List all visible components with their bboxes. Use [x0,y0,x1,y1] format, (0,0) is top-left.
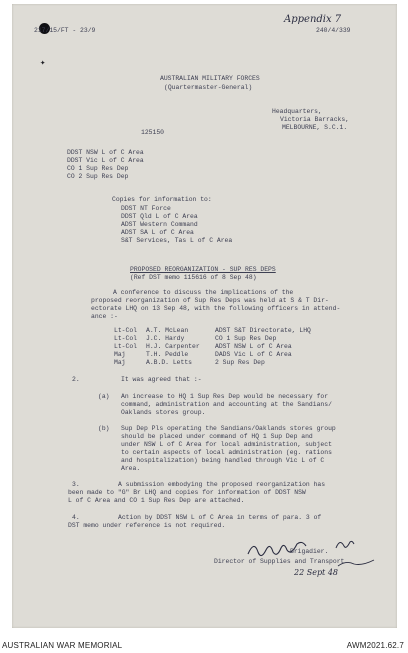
footer-accession-number: AWM2021.62.7 [346,641,404,650]
appendix-handwritten: Appendix 7 [284,14,342,25]
attendee-role: ADST S&T Directorate, LHQ [215,327,311,334]
attendee-name: H.J. Carpenter [146,343,200,350]
copies-intro: Copies for information to: [112,196,212,203]
hq-line: Headquarters, [272,108,322,115]
hq-line: MELBOURNE, S.C.1. [282,124,348,131]
memo-number: 125150 [141,129,165,136]
attendee-role: DADS Vic L of C Area [215,351,292,358]
paragraph-1-line: proposed reorganization of Sup Res Deps was held at S & T Dir- [91,297,329,304]
paragraph-2b-line: and hospitalization) being handled through Vic L of C [121,457,325,464]
addressee: DDST NSW L of C Area [67,149,144,156]
addressee: CO 2 Sup Res Dep [67,173,129,180]
attendee-rank: Lt-Col [114,327,138,334]
attendee-role: ADST NSW L of C Area [215,343,292,350]
paragraph-2a-line: Oaklands stores group. [121,409,206,416]
attendee-role: CO 1 Sup Res Dep [215,335,277,342]
paragraph-1-line: A conference to discuss the implications of the [113,289,294,296]
attendee-rank: Maj [114,359,126,366]
file-date-code: 240/4/339 [316,27,351,34]
subject-reference: (Ref DST memo 115616 of 8 Sep 48) [130,274,257,281]
organisation-subtitle: (Quartermaster-General) [164,84,253,91]
paragraph-3-line: L of C Area and CO 1 Sup Res Dep are attached. [68,497,245,504]
archive-footer [0,636,408,653]
copy-recipient: S&T Services, Tas L of C Area [121,237,233,244]
attendee-rank: Maj [114,351,126,358]
paragraph-4-line: Action by DDST NSW L of C Area in terms of para. 3 of [118,514,322,521]
paragraph-2b-label: (b) [98,425,110,432]
attendee-name: J.C. Hardy [146,335,185,342]
attendee-name: T.H. Peddle [146,351,189,358]
file-reference: 217/15/FT - 23/9 [34,27,96,34]
paragraph-4-number: 4. [72,514,80,521]
addressee: DDST Vic L of C Area [67,157,144,164]
attendee-rank: Lt-Col [114,343,138,350]
paragraph-2-number: 2. [72,376,80,383]
attendee-name: A.T. McLean [146,327,189,334]
signature-date: 22 Sept 48 [294,568,338,577]
hq-line: Victoria Barracks, [280,116,350,123]
paragraph-3-number: 3. [72,481,80,488]
copy-recipient: DDST Qld L of C Area [121,213,198,220]
footer-institution: AUSTRALIAN WAR MEMORIAL [2,641,123,650]
paragraph-2b-line: should be placed under command of HQ 1 Sup Dep and [121,433,313,440]
pin-mark-icon: ✦ [40,58,46,68]
organisation-title: AUSTRALIAN MILITARY FORCES [160,75,260,82]
paragraph-2b-line: to certain aspects of local administration (eg. rations [121,449,332,456]
signatory-title: Director of Supplies and Transport. [214,558,349,565]
paragraph-2b-line: Area. [121,465,141,472]
addressee: CO 1 Sup Res Dep [67,165,129,172]
paragraph-3-line: A submission embodying the proposed reorganization has [118,481,326,488]
copy-recipient: DDST NT Force [121,205,171,212]
paragraph-2-text: It was agreed that :- [121,376,202,383]
paragraph-3-line: been made to "G" Br LHQ and copies for information of DDST NSW [68,489,306,496]
signatory-rank: Brigadier. [290,548,329,555]
paragraph-2a-line: command, administration and accounting at the Sandians/ [121,401,332,408]
paragraph-2a-label: (a) [98,393,110,400]
attendee-rank: Lt-Col [114,335,138,342]
paragraph-4-line: DST memo under reference is not required. [68,522,226,529]
attendee-name: A.B.D. Letts [146,359,193,366]
paragraph-2a-line: An increase to HQ 1 Sup Res Dep would be necessary for [121,393,329,400]
copy-recipient: ADST Western Command [121,221,198,228]
paragraph-2b-line: Sup Dep Pls operating the Sandians/Oaklands stores group [121,425,336,432]
subject-heading: PROPOSED REORGANIZATION - SUP RES DEPS [130,266,276,273]
attendee-role: 2 Sup Res Dep [215,359,265,366]
copy-recipient: ADST SA L of C Area [121,229,194,236]
paragraph-1-line: ance :- [91,313,118,320]
paragraph-1-line: ectorate LHQ on 13 Sep 48, with the following officers in attend- [91,305,341,312]
paragraph-2b-line: under NSW L of C Area for local administration, subject [121,441,332,448]
